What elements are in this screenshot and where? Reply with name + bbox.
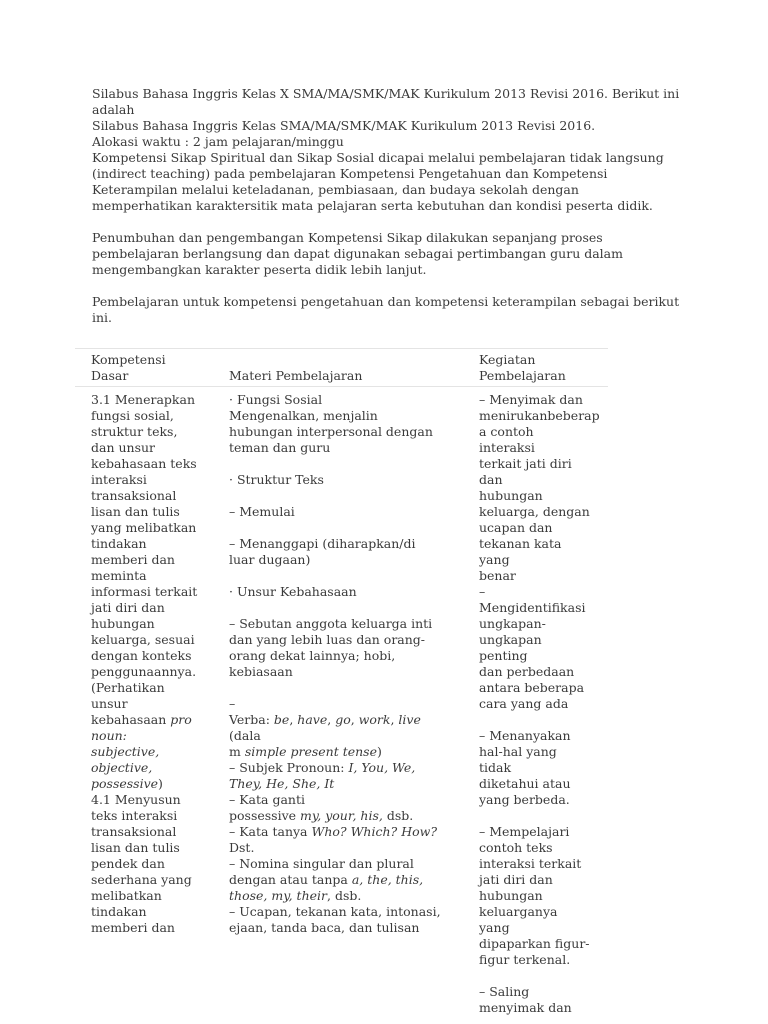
kd-3-1: 3.1 Menerapkan fungsi sosial, struktur teks, dan unsur kebahasaan teks interaksi transaksional lisan dan tulis yang melibatkan tindakan memberi dan meminta informasi terkait jati diri dan hubungan keluarga, sesuai dengan konteks penggunaannya. (Perhatikan unsur — [91, 392, 198, 711]
nomina-dsb: , dsb. — [327, 888, 362, 903]
kata-ganti-dsb: dsb. — [382, 808, 414, 823]
materi-subjek-pronoun — [229, 760, 444, 792]
materi-memulai: – Memulai — [229, 504, 295, 519]
materi-nomina — [229, 856, 444, 904]
materi-kata-tanya — [229, 824, 444, 856]
verba-have: have — [297, 712, 328, 727]
kegiatan-column — [479, 392, 600, 1016]
paragraph-penumbuhan: Penumbuhan dan pengembangan Kompetensi Sikap dilakukan sepanjang proses pembelajaran berlangsung dan dapat digunakan sebagai pertimbangan guru dalam mengembangkan karakter peserta didik lebih lanjut. — [92, 230, 623, 277]
verba-live: live — [398, 712, 421, 727]
materi-verba: Verba: be, have, go, work, live (dala m simple present tense) — [229, 712, 421, 759]
kd-note-pre: kebahasaan — [91, 712, 171, 727]
kegiatan-menanyakan: – Menanyakan hal-hal yang tidak diketahui atau yang berbeda. — [479, 728, 571, 807]
ucapan-line2: ejaan, tanda baca, dan tulisan — [229, 920, 420, 935]
kata-tanya-dst: Dst. — [229, 840, 255, 855]
subjek-label: – Subjek Pronoun: — [229, 760, 349, 775]
paragraph-pembelajaran: Pembelajaran untuk kompetensi pengetahuan dan kompetensi keterampilan sebagai berikut ini. — [92, 294, 680, 325]
intro-line-2: Silabus Bahasa Inggris Kelas SMA/MA/SMK/MAK Kurikulum 2013 Revisi 2016. — [92, 118, 596, 133]
kd-note-possessive: possessive — [91, 776, 159, 791]
kd-4-1: 4.1 Menyusun teks interaksi transaksional lisan dan tulis pendek dan sederhana yang melibatkan tindakan memberi dan — [91, 792, 192, 935]
verba-tense: simple present tense — [244, 744, 377, 759]
verba-label: Verba: — [229, 712, 274, 727]
materi-column — [229, 392, 444, 936]
header-materi: Materi Pembelajaran — [229, 368, 363, 383]
materi-ucapan — [229, 904, 444, 936]
header-kegiatan — [479, 352, 591, 384]
kata-tanya-list: Who? Which? How? — [311, 824, 438, 839]
table-top-border — [75, 348, 608, 349]
kegiatan-mempelajari: – Mempelajari contoh teks interaksi terkait jati diri dan hubungan keluarganya yang dipaparkan figur- figur terkenal. — [479, 824, 590, 967]
kata-ganti-possessive: possessive — [229, 808, 301, 823]
nomina-list-2: those, my, their — [229, 888, 328, 903]
kd-note-pro: pro — [170, 712, 192, 727]
kd-note-noun: noun: — [91, 728, 127, 743]
header-kd-line2: Dasar — [91, 368, 129, 383]
materi-menanggapi: – Menanggapi (diharapkan/di luar dugaan) — [229, 536, 416, 567]
materi-unsur-kebahasaan: · Unsur Kebahasaan — [229, 584, 357, 599]
kegiatan-saling-menyimak: – Saling menyimak dan — [479, 984, 572, 1015]
intro-text — [92, 86, 682, 326]
kd-note-objective: objective, — [91, 760, 153, 775]
verba-dala: (dala — [229, 728, 261, 743]
kd-3-1-note — [91, 712, 201, 792]
kegiatan-menyimak: – Menyimak dan menirukanbeberap a contoh interaksi terkait jati diri dan hubungan keluarga, dengan ucapan dan tekanan kata yang benar — [479, 392, 600, 583]
verba-go: go — [335, 712, 351, 727]
header-kegiatan-line2: Pembelajaran — [479, 368, 566, 383]
verba-be: be — [273, 712, 290, 727]
subjek-list-2: They, He, She, It — [229, 776, 335, 791]
nomina-dengan: dengan atau tanpa — [229, 872, 352, 887]
kompetensi-dasar-column — [91, 392, 201, 936]
verba-close: ) — [376, 744, 382, 759]
kd-note-close: ) — [158, 776, 163, 791]
materi-struktur-teks: · Struktur Teks — [229, 472, 324, 487]
header-kegiatan-line1: Kegiatan — [479, 352, 536, 367]
kata-ganti-label: – Kata ganti — [229, 792, 305, 807]
kata-tanya-label: – Kata tanya — [229, 824, 312, 839]
header-kd-line1: Kompetensi — [91, 352, 166, 367]
materi-kata-ganti — [229, 792, 444, 824]
nomina-list-1: a, the, this, — [351, 872, 424, 887]
materi-dash: – — [229, 696, 236, 711]
nomina-label: – Nomina singular dan plural — [229, 856, 414, 871]
ucapan-line1: – Ucapan, tekanan kata, intonasi, — [229, 904, 441, 919]
verba-work: work — [358, 712, 391, 727]
materi-sebutan-keluarga: – Sebutan anggota keluarga inti dan yang lebih luas dan orang-orang dekat lainnya; hobi, kebiasaan — [229, 616, 433, 679]
kegiatan-mengidentifikasi: – Mengidentifikasi ungkapan- ungkapan penting dan perbedaan antara beberapa cara yang ada — [479, 584, 586, 711]
materi-fungsi-sosial: · Fungsi Sosial — [229, 392, 323, 407]
allocation-line: Alokasi waktu : 2 jam pelajaran/minggu — [92, 134, 344, 149]
kd-note-subjective: subjective, — [91, 744, 160, 759]
subjek-list-1: I, You, We, — [348, 760, 416, 775]
verba-m: m — [229, 744, 245, 759]
paragraph-sikap: Kompetensi Sikap Spiritual dan Sikap Sosial dicapai melalui pembelajaran tidak langsung (indirect teaching) pada pembelajaran Kompetensi Pengetahuan dan Kompetensi Keterampilan melalui keteladanan, pembiasaan, dan budaya sekolah dengan memperhatikan karaktersitik mata pelajaran serta kebutuhan dan kondisi peserta didik. — [92, 150, 664, 213]
intro-line-1: Silabus Bahasa Inggris Kelas X SMA/MA/SMK/MAK Kurikulum 2013 Revisi 2016. Berikut ini adalah — [92, 86, 680, 117]
table-header-border — [75, 386, 608, 387]
header-kompetensi-dasar — [91, 352, 201, 384]
materi-fungsi-desc: Mengenalkan, menjalin hubungan interpersonal dengan teman dan guru — [229, 408, 433, 455]
kata-ganti-list: my, your, his, — [300, 808, 383, 823]
